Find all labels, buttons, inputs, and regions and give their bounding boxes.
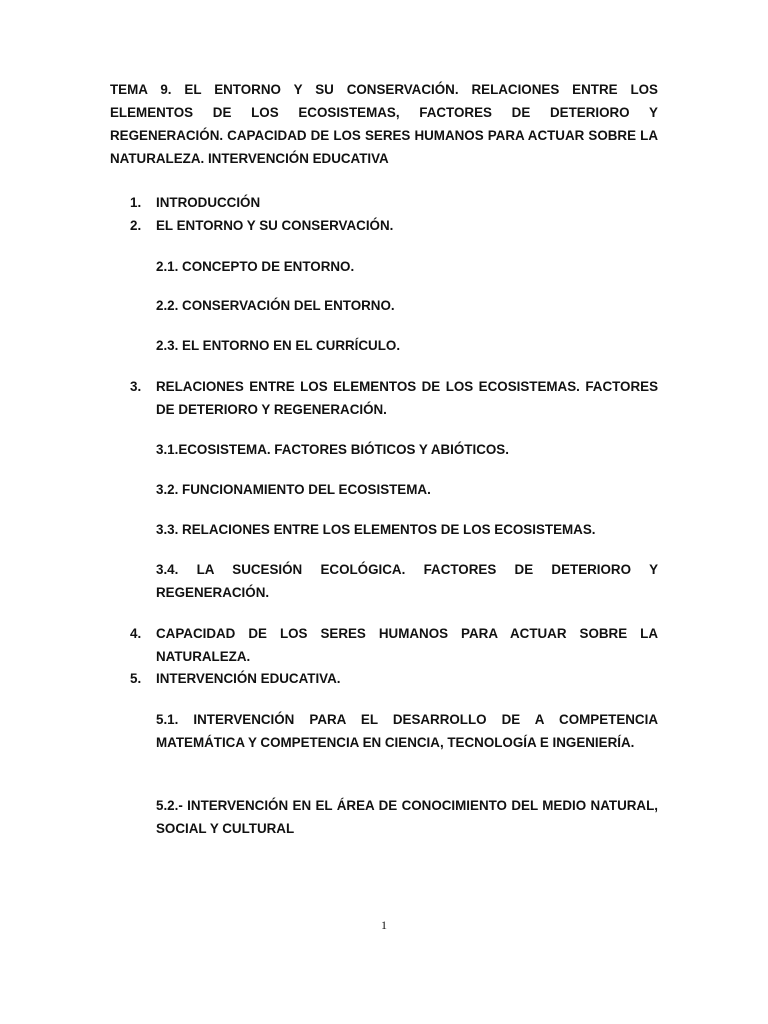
document-title: TEMA 9. EL ENTORNO Y SU CONSERVACIÓN. RELACIONES ENTRE LOS ELEMENTOS DE LOS ECOSISTEMAS, FACTORES DE DETERIORO Y REGENERACIÓN. CAPACIDAD DE LOS SERES HUMANOS PARA ACTUAR SOBRE LA NATURALEZA. INTERVENCIÓN EDUCATIVA: [110, 82, 658, 166]
toc-item-2: [130, 214, 658, 237]
toc-item-1: [130, 191, 658, 214]
toc-subitem-2-2: 2.2. CONSERVACIÓN DEL ENTORNO.: [156, 298, 395, 313]
toc-item-5: [130, 667, 658, 690]
toc-item-label: INTERVENCIÓN EDUCATIVA.: [156, 671, 341, 686]
toc-item-label: EL ENTORNO Y SU CONSERVACIÓN.: [156, 218, 394, 233]
toc-subitem-2-3: 2.3. EL ENTORNO EN EL CURRÍCULO.: [156, 338, 401, 353]
toc-subitem-5-2: 5.2.- INTERVENCIÓN EN EL ÁREA DE CONOCIMIENTO DEL MEDIO NATURAL, SOCIAL Y CULTURAL: [156, 798, 658, 836]
toc-subitem-3-2: 3.2. FUNCIONAMIENTO DEL ECOSISTEMA.: [156, 482, 431, 497]
toc-subitem-3-1: 3.1.ECOSISTEMA. FACTORES BIÓTICOS Y ABIÓTICOS.: [156, 442, 509, 457]
toc-item-number: 3.: [130, 379, 142, 394]
toc-item-label: INTRODUCCIÓN: [156, 195, 261, 210]
toc-item-4: [130, 622, 658, 668]
toc-subitem-3-4: 3.4. LA SUCESIÓN ECOLÓGICA. FACTORES DE DETERIORO Y REGENERACIÓN.: [156, 562, 658, 600]
toc-subitem-3-3: 3.3. RELACIONES ENTRE LOS ELEMENTOS DE LOS ECOSISTEMAS.: [156, 522, 596, 537]
toc-item-label: CAPACIDAD DE LOS SERES HUMANOS PARA ACTUAR SOBRE LA NATURALEZA.: [156, 626, 658, 664]
toc-item-3: [130, 375, 658, 421]
page-number: 1: [381, 918, 387, 932]
toc-item-number: 5.: [130, 671, 142, 686]
toc-item-number: 4.: [130, 626, 142, 641]
toc-subitem-5-1: 5.1. INTERVENCIÓN PARA EL DESARROLLO DE A COMPETENCIA MATEMÁTICA Y COMPETENCIA EN CIENCIA, TECNOLOGÍA E INGENIERÍA.: [156, 712, 658, 750]
toc-item-label: RELACIONES ENTRE LOS ELEMENTOS DE LOS ECOSISTEMAS. FACTORES DE DETERIORO Y REGENERACIÓN.: [156, 379, 658, 417]
toc-item-number: 1.: [130, 195, 142, 210]
toc-subitem-2-1: 2.1. CONCEPTO DE ENTORNO.: [156, 259, 355, 274]
toc-item-number: 2.: [130, 218, 142, 233]
